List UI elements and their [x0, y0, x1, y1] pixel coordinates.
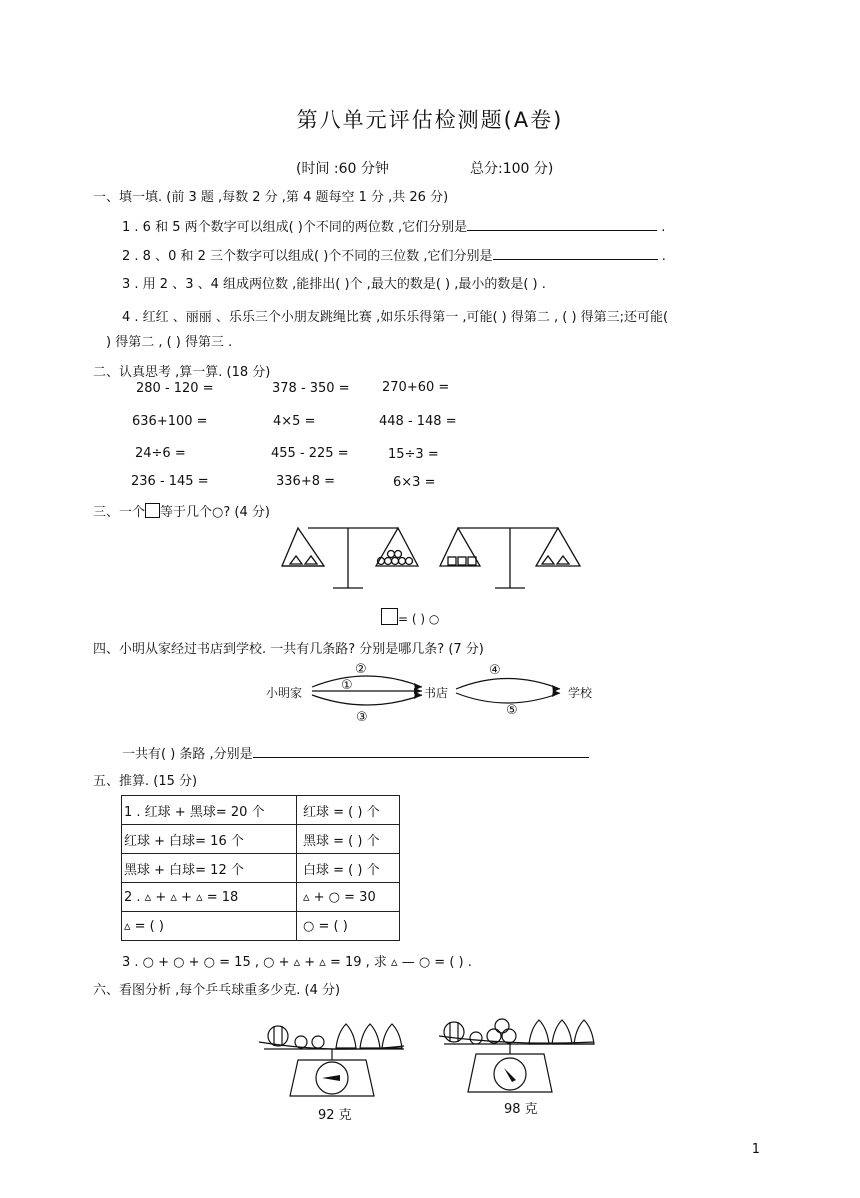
section-4-heading: 四、小明从家经过书店到学校. 一共有几条路? 分别是哪几条? (7 分) — [93, 642, 484, 657]
calc-item: 236 - 145 = — [131, 474, 209, 489]
table-cell: 红球 + 白球= 16 个 — [122, 825, 297, 854]
calc-item: 270+60 = — [382, 380, 450, 395]
heading-part: 三、一个 — [93, 505, 146, 520]
square-icon — [381, 608, 398, 625]
score-info: 总分:100 分) — [470, 161, 554, 177]
section-5-question-3: 3 . ○ + ○ + ○ = 15 , ○ + ▵ + ▵ = 19 , 求 ▵ — ○ = ( ) . — [122, 955, 472, 970]
answer-line[interactable] — [467, 218, 657, 231]
table-row — [122, 825, 400, 854]
section-3-answer — [381, 608, 439, 626]
table-cell: 黑球 = ( ) 个 — [297, 825, 400, 854]
label-home: 小明家 — [266, 686, 303, 700]
section-4-question — [122, 743, 589, 762]
circle-icon: ○ — [428, 612, 440, 626]
page-number: 1 — [751, 1142, 760, 1157]
answer-text: = ( ) — [398, 612, 426, 626]
calc-item: 24÷6 = — [135, 446, 186, 461]
section-6-heading: 六、看图分析 ,每个乒乓球重多少克. (4 分) — [93, 983, 341, 998]
weight-label-2: 98 克 — [504, 1102, 538, 1117]
calc-item: 6×3 = — [393, 475, 436, 490]
table-row — [122, 912, 400, 941]
question-1-2: 2 . 8 、0 和 2 三个数字可以组成( )个不同的三位数 ,它们分别是 . — [122, 249, 666, 264]
weight-label-1: 92 克 — [318, 1108, 352, 1123]
calc-item: 280 - 120 = — [136, 381, 214, 396]
table-cell: ▵ = ( ) — [122, 912, 297, 941]
q2-text: 2 . 8 、0 和 2 三个数字可以组成( )个不同的三位数 ,它们分别是 — [122, 249, 493, 264]
label-school: 学校 — [568, 686, 593, 700]
question-1-4a: 4 . 红红 、丽丽 、乐乐三个小朋友跳绳比赛 ,如乐乐得第一 ,可能( ) 得第二 , ( ) 得第三;还可能( — [122, 310, 669, 325]
route-label-1: ① — [341, 678, 353, 693]
table-cell: 黑球 + 白球= 12 个 — [122, 854, 297, 883]
label-store: 书店 — [424, 686, 449, 700]
section-5-heading: 五、推算. (15 分) — [93, 774, 198, 789]
answer-line[interactable] — [493, 247, 658, 260]
calc-item: 636+100 = — [132, 414, 208, 429]
table-cell: 2 . ▵ + ▵ + ▵ = 18 — [122, 883, 297, 912]
table-row — [122, 796, 400, 825]
table-row — [122, 883, 400, 912]
table-cell: ○ = ( ) — [297, 912, 400, 941]
q1-text: 1 . 6 和 5 两个数字可以组成( )个不同的两位数 ,它们分别是 — [122, 220, 468, 235]
table-row — [122, 854, 400, 883]
calc-item: 15÷3 = — [388, 447, 439, 462]
deduction-table — [121, 795, 400, 941]
route-label-5: ⑤ — [506, 703, 518, 718]
weighing-scales-figure — [254, 1014, 614, 1104]
answer-line[interactable] — [253, 745, 589, 758]
question-1-3: 3 . 用 2 、3 、4 组成两位数 ,能排出( )个 ,最大的数是( ) ,最小的数是( ) . — [122, 277, 546, 292]
question-1-1: 1 . 6 和 5 两个数字可以组成( )个不同的两位数 ,它们分别是 . — [122, 220, 666, 235]
table-cell: ▵ + ○ = 30 — [297, 883, 400, 912]
section-3-heading — [93, 501, 270, 520]
square-icon — [145, 503, 160, 518]
table-cell: 红球 = ( ) 个 — [297, 796, 400, 825]
calc-item: 448 - 148 = — [379, 414, 457, 429]
heading-part: 等于几个○? (4 分) — [160, 505, 270, 520]
calc-item: 455 - 225 = — [271, 446, 349, 461]
section-2-heading: 二、认真思考 ,算一算. (18 分) — [93, 365, 271, 380]
table-cell: 1 . 红球 + 黑球= 20 个 — [122, 796, 297, 825]
calc-item: 4×5 = — [273, 414, 316, 429]
route-label-3: ③ — [356, 710, 368, 725]
section-1-heading: 一、填一填. (前 3 题 ,每数 2 分 ,第 4 题每空 1 分 ,共 26 分) — [93, 190, 449, 205]
calc-item: 378 - 350 = — [272, 381, 350, 396]
question-1-4b: ) 得第二 , ( ) 得第三 . — [106, 335, 233, 350]
route-label-2: ② — [355, 662, 367, 677]
balance-scales-figure — [278, 520, 588, 592]
q-text: 一共有( ) 条路 ,分别是 — [122, 747, 253, 762]
time-info: (时间 :60 分钟 — [296, 161, 389, 177]
page-title: 第八单元评估检测题(A卷) — [296, 108, 564, 132]
route-label-4: ④ — [489, 663, 501, 678]
calc-item: 336+8 = — [276, 474, 336, 489]
table-cell: 白球 = ( ) 个 — [297, 854, 400, 883]
